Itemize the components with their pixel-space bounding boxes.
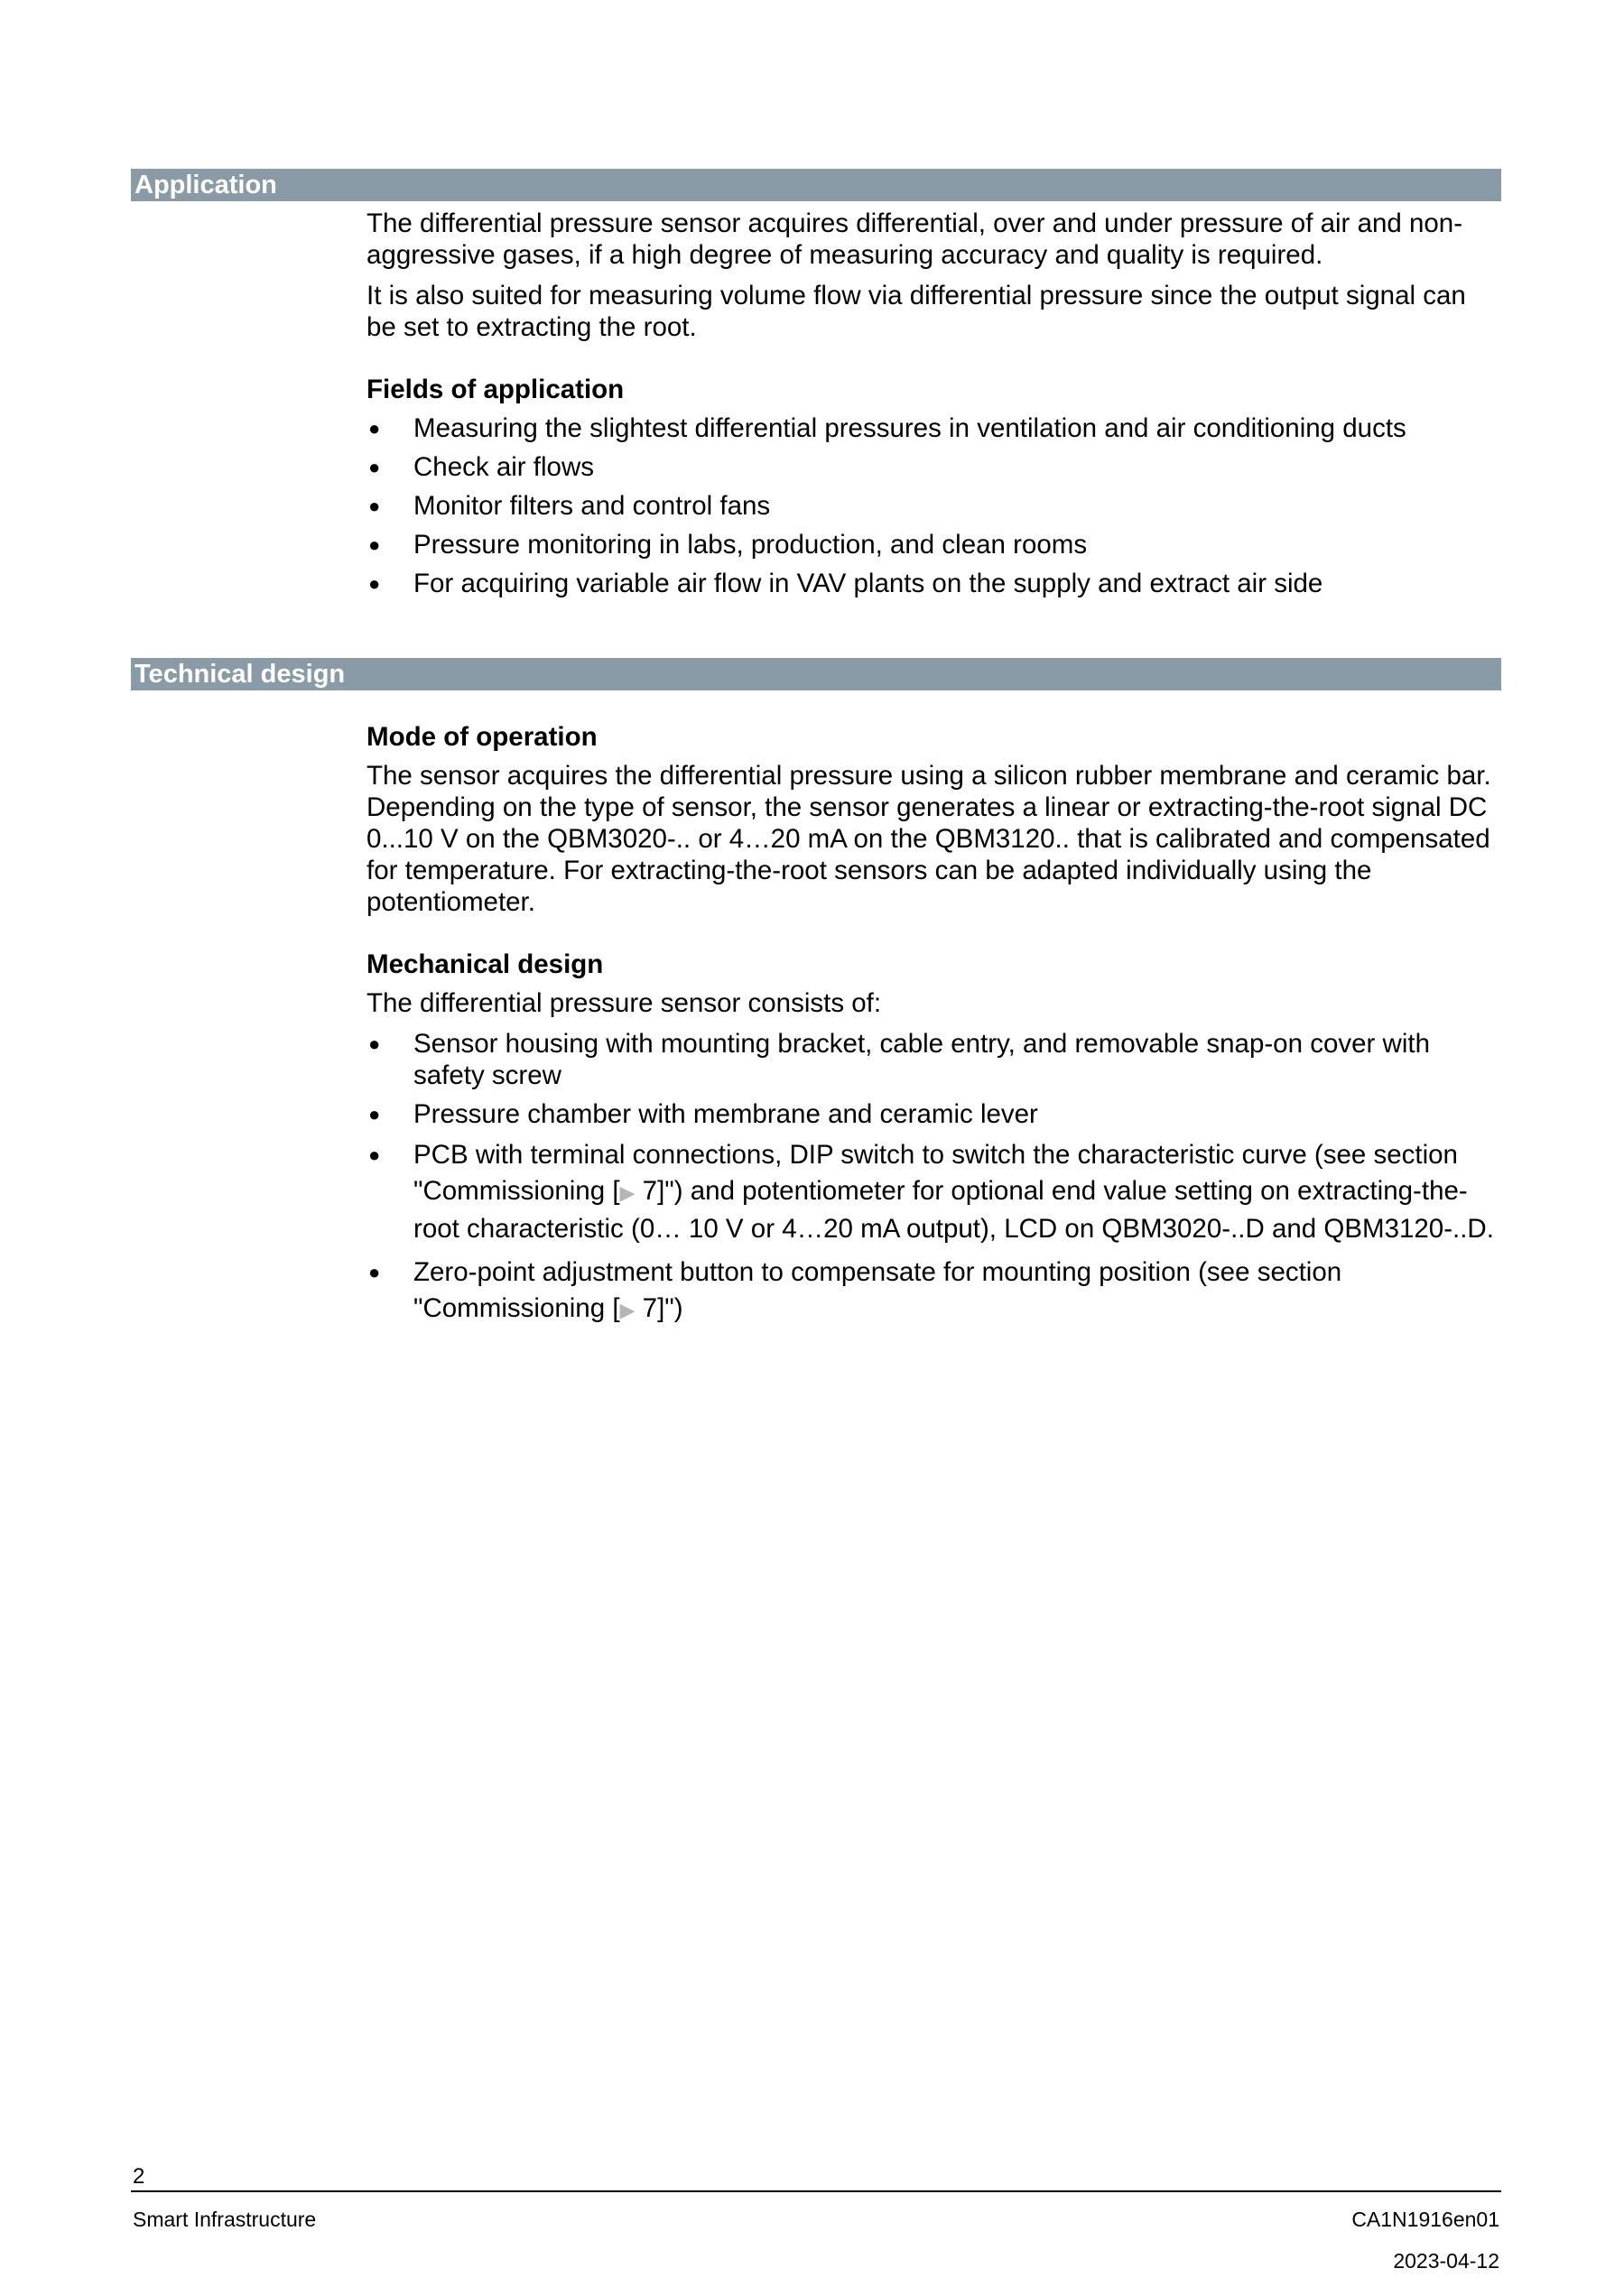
- list-item: ● Pressure monitoring in labs, production, and clean rooms: [367, 529, 1501, 560]
- list-item: [367, 1254, 1501, 1329]
- technical-design-content: [367, 721, 1501, 1336]
- section-header-application: Application: [131, 169, 1501, 201]
- footer-company: Smart Infrastructure: [133, 2208, 317, 2231]
- mechanical-design-heading: Mechanical design: [367, 949, 604, 979]
- list-item-text: ]"): [657, 1293, 683, 1323]
- list-item: ● Monitor filters and control fans: [367, 490, 1501, 522]
- reference-arrow-icon: ▶: [619, 1181, 636, 1204]
- list-item: ● Measuring the slightest differential pressures in ventilation and air conditioning ducts: [367, 412, 1501, 444]
- footer-divider: [131, 2190, 1501, 2192]
- footer-date: 2023-04-12: [1393, 2249, 1499, 2273]
- list-item: ● For acquiring variable air flow in VAV plants on the supply and extract air side: [367, 568, 1501, 599]
- list-item: ● Sensor housing with mounting bracket, cable entry, and removable snap-on cover with safety screw: [367, 1028, 1501, 1091]
- list-item: ● Check air flows: [367, 451, 1501, 483]
- mode-of-operation-heading: Mode of operation: [367, 722, 598, 752]
- fields-of-application-heading: Fields of application: [367, 375, 625, 404]
- list-item: [367, 1137, 1501, 1247]
- fields-of-application-list: [367, 412, 1501, 599]
- list-item-text: Zero-point adjustment button to compensate for mounting position (see section "Commissioning [: [413, 1257, 1342, 1323]
- mechanical-design-list: [367, 1028, 1501, 1329]
- mechanical-design-intro: The differential pressure sensor consists of:: [367, 988, 882, 1018]
- section-header-technical-design: Technical design: [131, 658, 1501, 690]
- list-item-text: ]") and potentiometer for optional end value setting on extracting-the-root characteristic (0… 10 V or 4…20 mA output), LCD on QBM3020-..D and QBM3120-..D.: [413, 1176, 1494, 1244]
- list-item-text: PCB with terminal connections, DIP switch to switch the characteristic curve (see section "Commissioning [: [413, 1140, 1458, 1206]
- application-paragraph-2: It is also suited for measuring volume flow via differential pressure since the output signal can be set to extracting the root.: [367, 281, 1466, 342]
- mode-of-operation-text: The sensor acquires the differential pressure using a silicon rubber membrane and ceramic bar. Depending on the type of sensor, the sensor generates a linear or extracting-the-root signal DC 0...10 V on the QBM3020-.. or 4…20 mA on the QBM3120.. that is calibrated and compensated for temperature. For extracting-the-root sensors can be adapted individually using the potentiometer.: [367, 761, 1491, 917]
- page-number: 2: [133, 2164, 145, 2189]
- commissioning-page-link[interactable]: 7: [642, 1293, 658, 1323]
- commissioning-page-link[interactable]: 7: [642, 1176, 658, 1206]
- application-content: [367, 208, 1501, 606]
- application-paragraph-1: The differential pressure sensor acquires differential, over and under pressure of air and non-aggressive gases, if a high degree of measuring accuracy and quality is required.: [367, 208, 1463, 270]
- reference-arrow-icon: ▶: [619, 1299, 636, 1321]
- list-item: ● Pressure chamber with membrane and ceramic lever: [367, 1098, 1501, 1130]
- footer-document-id: CA1N1916en01: [1351, 2208, 1499, 2231]
